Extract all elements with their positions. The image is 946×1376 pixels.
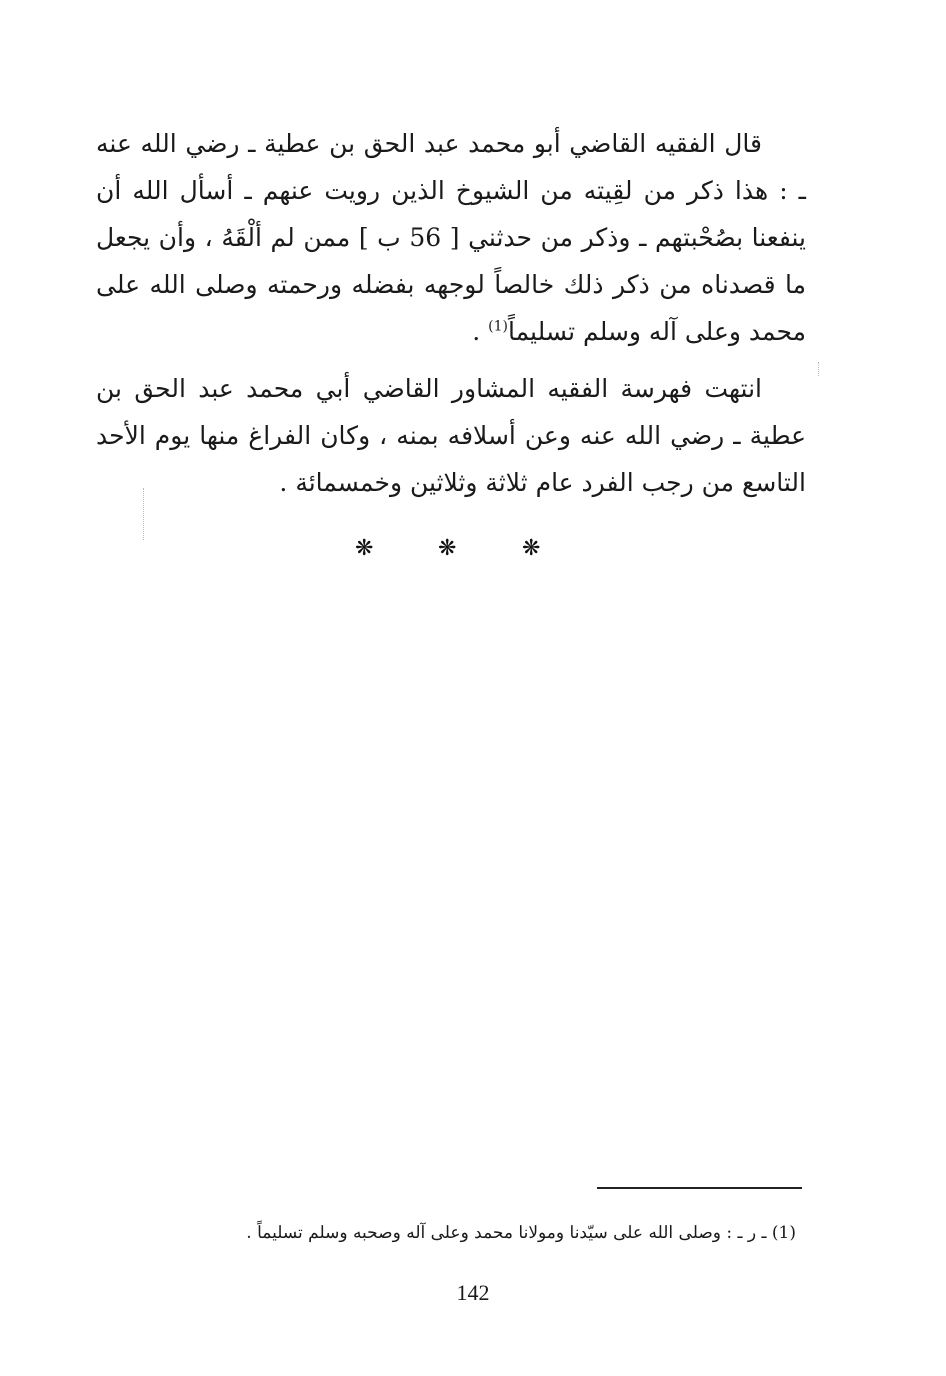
asterism-ornament-icon: ❋ [522,536,541,561]
footnote-reference: (1) [488,318,508,335]
main-text-block [96,120,806,506]
paragraph-opening-text: قال الفقيه القاضي أبو محمد عبد الحق بن عطية ـ رضي الله عنه ـ : هذا ذكر من لقِيته من الشيوخ الذين رويت عنهم ـ أسأل الله أن ينفعنا بصُحْبتهم ـ وذكر من حدثني [ 56 ب ] ممن لم ألْقَهُ ، وأن يجعل ما قصدناه من ذكر ذلك خالصاً لوجهه بفضله ورحمته وصلى الله على محمد وعلى آله وسلم تسليماً [96,129,806,346]
footnote-separator-rule [597,1187,802,1189]
asterism-ornament-icon: ❋ [355,536,374,561]
paragraph-colophon: انتهت فهرسة الفقيه المشاور القاضي أبي محمد عبد الحق بن عطية ـ رضي الله عنه وعن أسلافه بمنه ، وكان الفراغ منها يوم الأحد التاسع من رجب الفرد عام ثلاثة وثلاثين وخمسمائة . [96,374,806,497]
margin-dotted-mark [818,362,819,376]
section-end-ornaments [0,532,946,566]
page-number: 142 [456,1280,490,1305]
paragraph-opening [96,120,806,355]
footnote: (1) ـ ر ـ : وصلى الله على سيّدنا ومولانا محمد وعلى آله وصحبه وسلم تسليماً . [246,1223,796,1243]
asterism-ornament-icon: ❋ [438,536,457,561]
paragraph-opening-end: . [472,317,489,346]
